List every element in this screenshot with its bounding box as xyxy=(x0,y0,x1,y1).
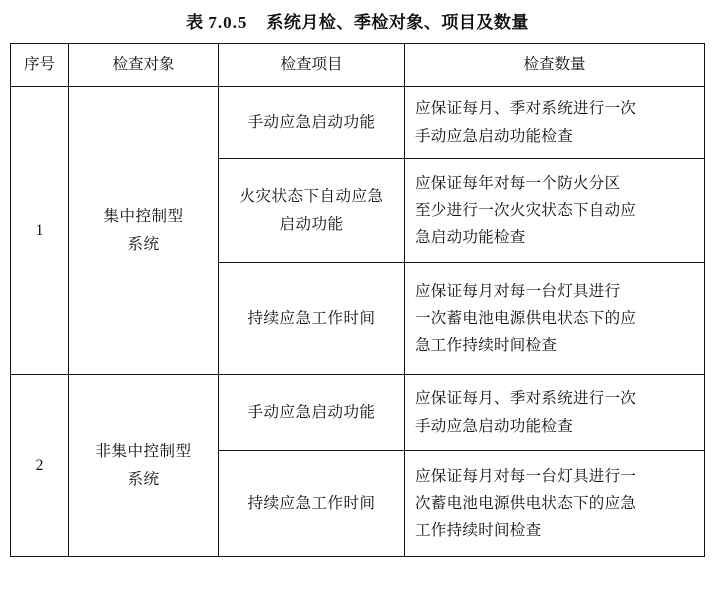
object-line: 系统 xyxy=(127,470,160,488)
cell-item-2-2 xyxy=(219,451,405,557)
cell-quantity-1-3 xyxy=(405,263,705,375)
quantity-line: 应保证每月、季对系统进行一次 xyxy=(415,390,637,408)
quantity-line: 应保证每月、季对系统进行一次 xyxy=(415,100,637,118)
quantity-line: 一次蓄电池电源供电状态下的应 xyxy=(415,309,637,327)
caption-number: 7.0.5 xyxy=(208,13,248,32)
item-line: 持续应急工作时间 xyxy=(247,309,376,327)
cell-item-1-2 xyxy=(219,159,405,263)
object-line: 系统 xyxy=(127,235,160,253)
cell-quantity-1-2 xyxy=(405,159,705,263)
table-row xyxy=(11,375,705,451)
quantity-line: 手动应急启动功能检查 xyxy=(415,417,574,435)
cell-item-2-1 xyxy=(219,375,405,451)
quantity-line: 应保证每月对每一台灯具进行 xyxy=(415,282,621,300)
column-header-item: 检查项目 xyxy=(219,44,405,87)
cell-object-1 xyxy=(69,87,219,375)
quantity-line: 次蓄电池电源供电状态下的应急 xyxy=(415,494,637,512)
caption-prefix: 表 xyxy=(186,13,204,32)
table-body xyxy=(11,87,705,557)
column-header-quantity: 检查数量 xyxy=(405,44,705,87)
quantity-line: 至少进行一次火灾状态下自动应 xyxy=(415,201,637,219)
cell-object-2 xyxy=(69,375,219,557)
item-line: 持续应急工作时间 xyxy=(247,494,376,512)
quantity-line: 急启动功能检查 xyxy=(415,229,526,247)
cell-item-1-1 xyxy=(219,87,405,159)
inspection-table xyxy=(10,43,705,557)
cell-item-1-3 xyxy=(219,263,405,375)
table-caption xyxy=(0,0,715,43)
cell-quantity-2-2 xyxy=(405,451,705,557)
table-header xyxy=(11,44,705,87)
item-line: 手动应急启动功能 xyxy=(247,113,376,131)
cell-quantity-1-1 xyxy=(405,87,705,159)
table-row xyxy=(11,87,705,159)
cell-no-2: 2 xyxy=(11,375,69,557)
item-line: 启动功能 xyxy=(279,215,344,233)
column-header-object: 检查对象 xyxy=(69,44,219,87)
caption-title: 系统月检、季检对象、项目及数量 xyxy=(266,13,529,32)
object-line: 非集中控制型 xyxy=(95,443,192,461)
quantity-line: 工作持续时间检查 xyxy=(415,522,542,540)
object-line: 集中控制型 xyxy=(103,208,184,226)
cell-quantity-2-1 xyxy=(405,375,705,451)
item-line: 手动应急启动功能 xyxy=(247,403,376,421)
quantity-line: 手动应急启动功能检查 xyxy=(415,127,574,145)
item-line: 火灾状态下自动应急 xyxy=(239,188,384,206)
column-header-no: 序号 xyxy=(11,44,69,87)
cell-no-1: 1 xyxy=(11,87,69,375)
table-header-row xyxy=(11,44,705,87)
quantity-line: 急工作持续时间检查 xyxy=(415,337,558,355)
quantity-line: 应保证每月对每一台灯具进行一 xyxy=(415,467,637,485)
quantity-line: 应保证每年对每一个防火分区 xyxy=(415,174,621,192)
